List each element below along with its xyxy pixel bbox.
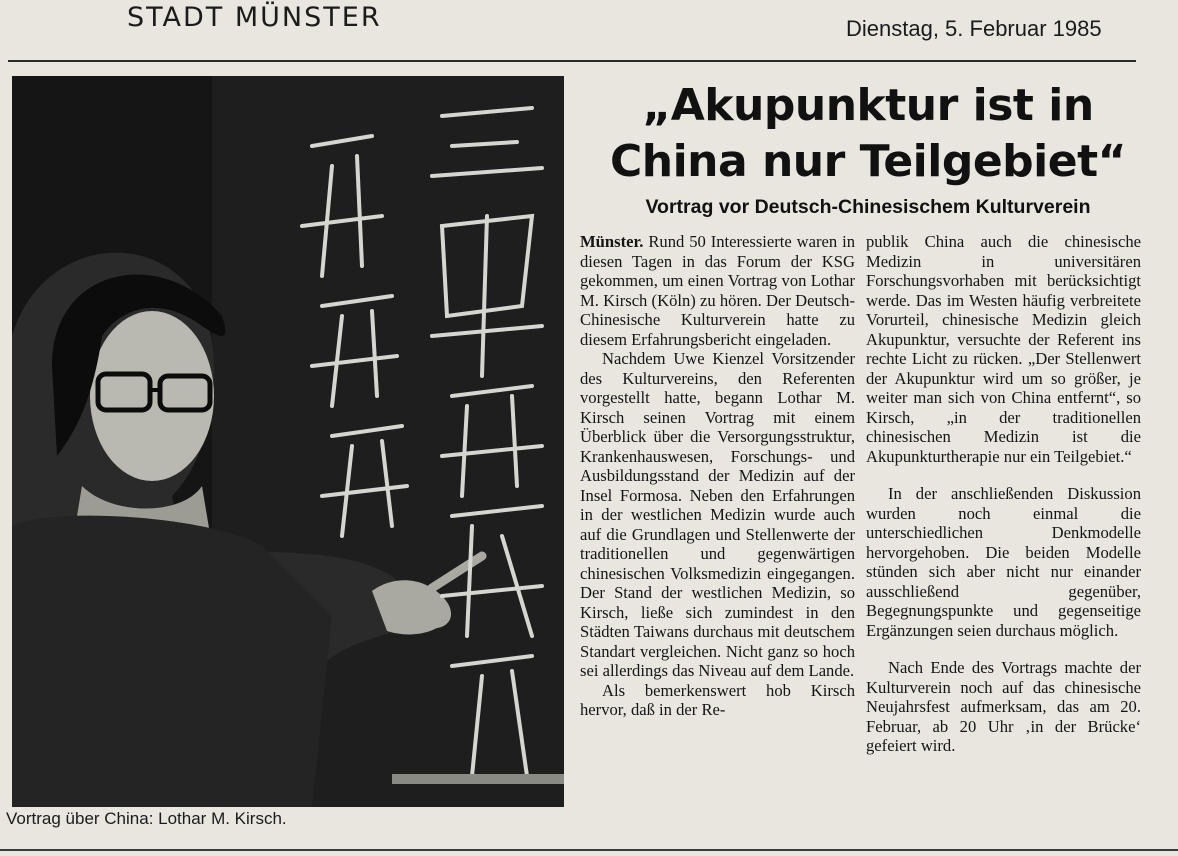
article-column-1	[580, 232, 855, 720]
article-photo	[12, 76, 564, 807]
paragraph: Als bemerkenswert hob Kirsch hervor, daß in der Re-	[580, 680, 855, 719]
headline-line-2: China nur Teilgebiet“	[609, 136, 1127, 187]
paragraph	[580, 232, 855, 349]
headline-line-1: „Akupunktur ist in	[642, 80, 1094, 131]
article-column-2	[866, 232, 1141, 756]
photo-illustration	[12, 76, 564, 807]
footer-rule	[0, 849, 1178, 851]
paragraph: Nach Ende des Vortrags machte der Kulturverein noch auf das chinesische Neujahrsfest aufmerksam, das am 20. Februar, ab 20 Uhr ‚in der Brücke‘ gefeiert wird.	[866, 658, 1141, 755]
dateline: Münster.	[580, 232, 644, 251]
paragraph: publik China auch die chinesische Medizin in universitären Forschungsvorhaben mit berücksichtigt werde. Das im Westen häufig verbreitete Vorurteil, chinesische Medizin gleich Akupunktur, versuchte der Referent ins rechte Licht zu rücken. „Der Stellenwert der Akupunktur wird um so größer, je weiter man sich von China entfernt“, so Kirsch, „in der traditionellen chinesischen Medizin ist die Akupunkturtherapie nur ein Teilgebiet.“	[866, 232, 1141, 466]
section-title: STADT MÜNSTER	[127, 2, 382, 33]
paragraph: In der anschließenden Diskussion wurden noch einmal die unterschiedlichen Denkmodelle hervorgehoben. Die beiden Modelle stünden sich aber nicht nur einander ausschließend gegenüber, Begegnungspunkte und gegenseitige Ergänzungen seien durchaus möglich.	[866, 484, 1141, 640]
photo-caption: Vortrag über China: Lothar M. Kirsch.	[6, 809, 287, 828]
article-headline	[570, 78, 1166, 190]
publication-date: Dienstag, 5. Februar 1985	[846, 16, 1102, 41]
paragraph-text: Rund 50 Interessierte waren in diesen Tagen in das Forum der KSG gekommen, um einen Vortrag von Lothar M. Kirsch (Köln) zu hören. Der Deutsch-Chinesische Kulturverein hatte zu diesem Erfahrungsbericht eingeladen.	[580, 232, 855, 349]
header-rule	[8, 60, 1136, 62]
paragraph: Nachdem Uwe Kienzel Vorsitzender des Kulturvereins, den Referenten vorgestellt hatte, begann Lothar M. Kirsch seinen Vortrag mit einem Überblick über die Versorgungsstruktur, Krankenhauswesen, Forschungs- und Ausbildungsstand der Medizin auf der Insel Formosa. Neben den Erfahrungen in der westlichen Medizin wurde auch auf die Grundlagen und Stellenwerte der traditionellen und gegenwärtigen chinesischen Volksmedizin eingegangen. Der Stand der westlichen Medizin, so Kirsch, ließe sich zumindest in den Städten Taiwans durchaus mit deutschem Standart vergleichen. Nicht ganz so hoch sei allerdings das Niveau auf dem Lande.	[580, 349, 855, 680]
article-subheadline: Vortrag vor Deutsch-Chinesischem Kulturverein	[645, 196, 1091, 218]
